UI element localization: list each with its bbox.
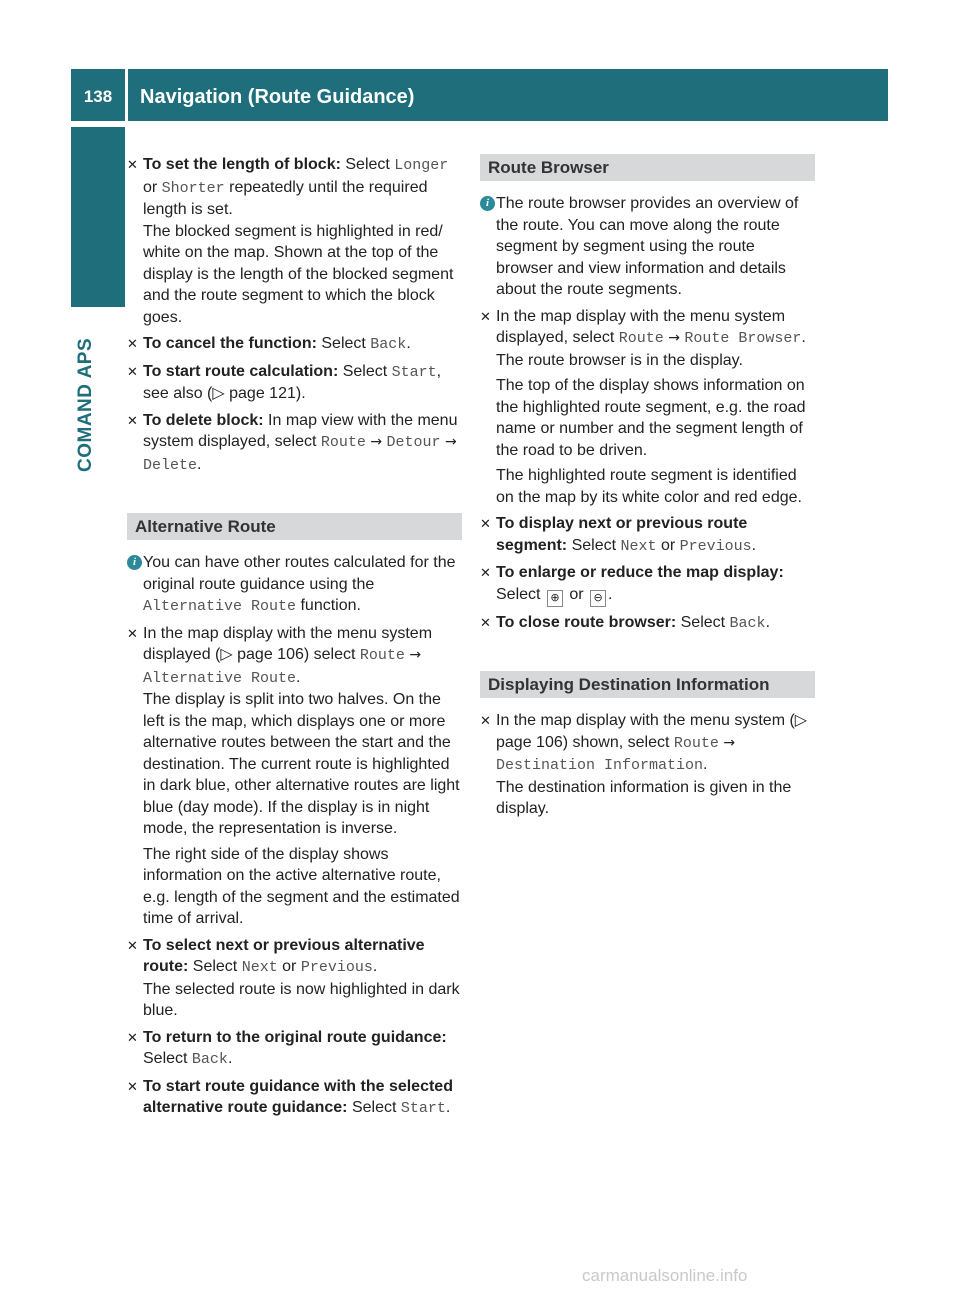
- step-heading: To set the length of block:: [143, 156, 341, 173]
- header-separator: [125, 69, 128, 121]
- page-number: 138: [83, 87, 113, 106]
- step-marker-icon: ✕: [480, 516, 491, 531]
- section-heading-alternative-route: Alternative Route: [127, 513, 462, 540]
- arrow-icon: →: [404, 647, 422, 663]
- info-icon: i: [480, 196, 495, 211]
- page-ref-icon: ▷: [212, 385, 225, 402]
- step-marker-icon: ✕: [480, 614, 491, 630]
- step-heading: To start route calculation:: [143, 362, 339, 380]
- step-return-original-route: ✕ To return to the original route guidance: Select Back.: [127, 1028, 447, 1068]
- side-tab-block: [71, 127, 125, 307]
- step-marker-icon: ✕: [127, 363, 138, 379]
- step-heading: To delete block:: [143, 411, 264, 429]
- step-heading: To start route guidance with the selected alternative route guidance:: [143, 1077, 453, 1116]
- step-detail: The blocked segment is highlighted in red/ white on the map. Shown at the top of the display is the length of the blocked segment and the route segment to which the block goes.: [143, 222, 454, 326]
- info-icon: i: [127, 555, 142, 570]
- zoom-in-icon: ⊕: [547, 590, 563, 607]
- arrow-icon: →: [365, 434, 387, 450]
- step-marker-icon: ✕: [127, 157, 138, 172]
- step-marker-icon: ✕: [127, 1029, 138, 1045]
- step-heading: To return to the original route guidance:: [143, 1028, 447, 1046]
- step-heading: To select next or previous alternative route:: [143, 936, 425, 975]
- step-detail: The display is split into two halves. On the left is the map, which displays one or more alternative routes between the start and the destination. The current route is highlighted in dark blue, other alternative routes are light blue (day mode). If the display is in night mode, the representation is inverse.: [143, 691, 460, 837]
- menu-item-shorter: Shorter: [161, 179, 225, 197]
- menu-item-start: Start: [391, 363, 437, 381]
- step-delete-block: ✕ To delete block: In map view with the menu system displayed, select Route → Detour → Delete.: [127, 411, 458, 474]
- step-detail: The selected route is now highlighted in dark blue.: [143, 980, 460, 1019]
- step-heading: To display next or previous route segment:: [496, 515, 748, 554]
- arrow-icon: →: [440, 434, 457, 450]
- arrow-icon: →: [663, 330, 685, 346]
- step-detail: The destination information is given in the display.: [496, 778, 792, 817]
- step-next-previous-segment: ✕ To display next or previous route segment: Select Next or Previous.: [480, 515, 757, 555]
- step-open-alternative-route: ✕ In the map display with the menu system displayed (▷ page 106) select Route → Alternative Route. The display is split into two halves. On the left is the map, which displays one or more alternative routes between the start and the destination. The current route is highlighted in dark blue, other alternative routes are light blue (day mode). If the display is in night mode, the representation is inverse. The right side of the display shows information on the active alternative route, e.g. length of the segment and the estimated time of arrival.: [127, 623, 462, 930]
- step-marker-icon: ✕: [127, 937, 138, 953]
- step-marker-icon: ✕: [127, 625, 138, 641]
- step-close-route-browser: ✕ To close route browser: Select Back.: [480, 613, 771, 632]
- step-show-destination-info: ✕ In the map display with the menu system (▷ page 106) shown, select Route → Destination Information. The destination information is given in the display.: [480, 712, 808, 817]
- right-column: [480, 154, 815, 825]
- page-title: Navigation (Route Guidance): [140, 86, 415, 108]
- step-start-alternative-guidance: ✕ To start route guidance with the selected alternative route guidance: Select Start.: [127, 1077, 453, 1117]
- page-ref-icon: ▷: [794, 712, 808, 729]
- step-marker-icon: ✕: [127, 412, 138, 428]
- menu-item-longer: Longer: [394, 157, 449, 174]
- step-select-next-previous-alternative: ✕ To select next or previous alternative route: Select Next or Previous. The selected route is now highlighted in dark blue.: [127, 936, 460, 1019]
- step-marker-icon: ✕: [480, 565, 491, 580]
- info-note: i You can have other routes calculated for the original route guidance using the Alternative Route function.: [127, 552, 462, 618]
- section-heading-destination-info: Displaying Destination Information: [480, 671, 815, 698]
- side-tab-label: COMAND APS: [75, 337, 96, 472]
- step-zoom-map: ✕ To enlarge or reduce the map display: Select ⊕ or ⊖ .: [480, 562, 815, 607]
- step-marker-icon: ✕: [127, 1078, 138, 1094]
- step-detail: The route browser is in the display.: [496, 351, 743, 369]
- menu-item-back: Back: [370, 336, 407, 353]
- step-heading: To cancel the function:: [143, 335, 317, 352]
- step-open-route-browser: ✕ In the map display with the menu system displayed, select Route → Route Browser. The route browser is in the display. The top of the display shows information on the highlighted route segment, e.g. the road name or number and the segment length of the road to be driven. The highlighted route segment is identified on the map by its white color and red edge.: [480, 306, 815, 509]
- step-marker-icon: ✕: [480, 713, 491, 728]
- step-marker-icon: ✕: [127, 336, 138, 351]
- step-marker-icon: ✕: [480, 308, 491, 324]
- step-detail: The top of the display shows information on the highlighted route segment, e.g. the road name or number and the segment length of the road to be driven.: [496, 377, 806, 459]
- step-heading: To close route browser:: [496, 613, 677, 631]
- step-detail: The right side of the display shows information on the active alternative route, e.g. length of the segment and the estimated time of arrival.: [143, 845, 460, 927]
- page-ref-icon: ▷: [220, 646, 233, 663]
- left-column: [127, 154, 462, 1125]
- step-heading: To enlarge or reduce the map display:: [496, 564, 784, 581]
- step-cancel-function: ✕ To cancel the function: Select Back.: [127, 335, 411, 353]
- step-start-route-calculation: ✕ To start route calculation: Select Start, see also (▷ page 121).: [127, 362, 442, 402]
- step-set-block-length: ✕ To set the length of block: Select Longer or Shorter repeatedly until the required length is set. The blocked segment is highlighted in red/ white on the map. Shown at the top of the display is the length of the blocked segment and the route segment to which the block goes.: [127, 156, 454, 326]
- step-detail: The highlighted route segment is identified on the map by its white color and red edge.: [496, 467, 802, 506]
- watermark: carmanualsonline.info: [582, 1266, 748, 1285]
- info-note: i The route browser provides an overview of the route. You can move along the route segment by segment using the route browser and view information and details about the route segments.: [480, 193, 815, 301]
- zoom-out-icon: ⊖: [590, 590, 606, 607]
- arrow-icon: →: [718, 734, 736, 751]
- section-heading-route-browser: Route Browser: [480, 154, 815, 181]
